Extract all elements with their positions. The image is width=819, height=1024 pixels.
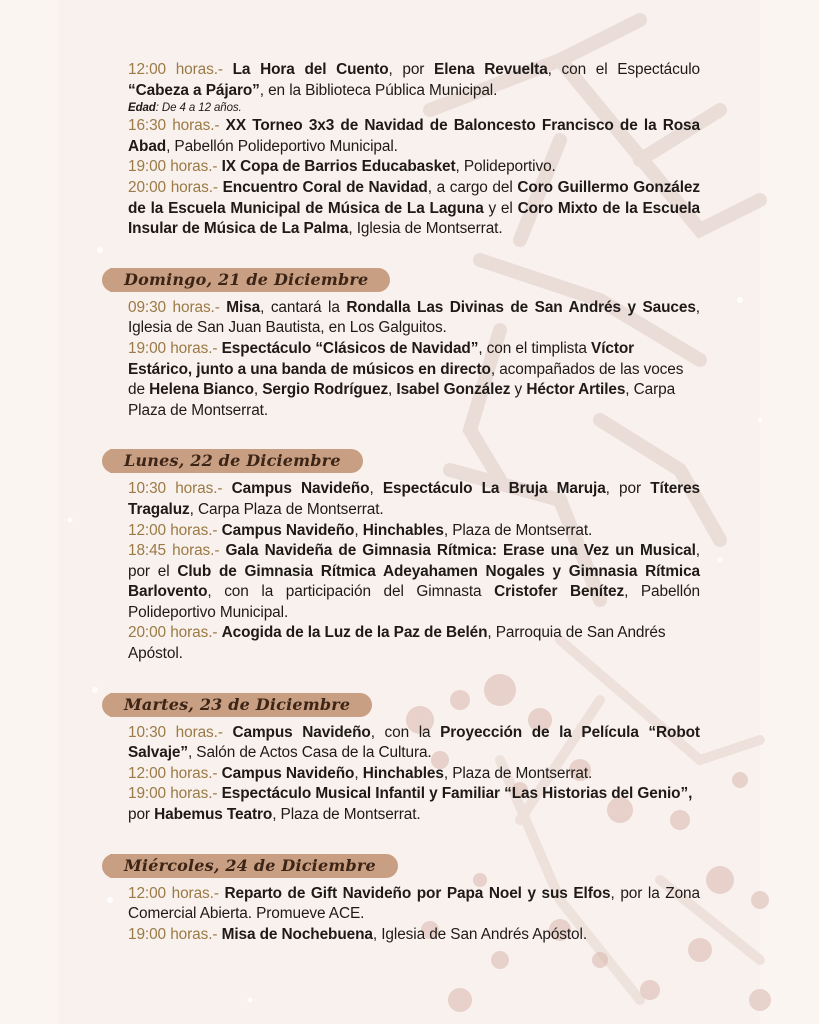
event-highlight: Club de Gimnasia Rítmica Adeyahamen Nogales y Gimnasia Rítmica Barlovento [128,562,700,601]
event-highlight: Campus Navideño [231,480,370,498]
event-time: 10:30 horas.- [128,723,223,741]
event-highlight: Héctor Artiles [526,381,626,399]
event-text: , Plaza de Montserrat. [443,764,593,782]
event-highlight: Campus Navideño [221,521,355,539]
event-time: 20:00 horas.- [128,624,218,642]
event-text: , [354,764,363,782]
event-highlight: La Hora del Cuento [232,61,389,78]
event-time: 19:00 horas.- [128,339,218,357]
event-highlight: Hinchables [362,764,444,782]
program-content [124,60,700,945]
event-entry [128,298,700,339]
event-entry [128,479,700,520]
event-time: 12:00 horas.- [128,61,223,78]
day-header: Domingo, 21 de Diciembre [110,268,390,292]
event-time: 19:00 horas.- [128,785,218,803]
event-text: , Iglesia de San Juan Bautista, en Los Galguitos. [128,298,700,337]
event-text: , Iglesia de San Andrés Apóstol. [372,925,588,943]
intro-section [128,60,700,240]
event-entry [128,157,700,178]
event-text: , Iglesia de Montserrat. [348,220,503,238]
event-text: , Plaza de Montserrat. [443,521,593,539]
event-time: 16:30 horas.- [128,117,220,135]
event-time: 19:00 horas.- [128,925,218,943]
day-section [124,854,700,946]
event-text [223,61,233,78]
event-entry [128,178,700,240]
event-entry [128,623,700,664]
event-highlight: Proyección de la Película “Robot Salvaje” [128,723,700,762]
event-time: 09:30 horas.- [128,298,220,316]
event-text: , Polideportivo. [455,158,556,176]
event-entry [128,723,700,764]
event-text: , a cargo del [427,178,518,196]
event-highlight: Misa [226,298,261,316]
event-highlight: Rondalla Las Divinas de San Andrés y Sauces [346,298,696,316]
age-text: : De 4 a 12 años. [155,102,242,115]
day-section [124,268,700,422]
event-time: 20:00 horas.- [128,178,218,196]
event-highlight: Coro Mixto de la Escuela Insular de Música de La Palma [128,199,700,238]
day-header: Martes, 23 de Diciembre [110,693,372,717]
day-header: Miércoles, 24 de Diciembre [110,854,398,878]
event-time: 10:30 horas.- [128,480,223,498]
event-text: , [369,480,383,498]
event-entry [128,339,700,421]
event-entry [128,764,700,785]
event-highlight: Gala Navideña de Gimnasia Rítmica: Erase una Vez un Musical [225,542,696,560]
event-text: , Pabellón Polideportivo Municipal. [166,137,398,155]
event-time: 12:00 horas.- [128,884,219,902]
event-text [222,480,231,497]
event-highlight: Espectáculo La Bruja Maruja [382,480,606,498]
event-text: , Salón de Actos Casa de la Cultura. [187,744,432,762]
days-container [124,268,700,946]
event-highlight: Isabel González [396,381,511,399]
event-highlight: Acogida de la Luz de la Paz de Belén [221,624,488,642]
event-text: , en la Biblioteca Pública Municipal. [259,81,498,99]
event-entry [128,521,700,542]
event-text: , cantará la [260,298,347,316]
event-highlight: Campus Navideño [221,764,355,782]
event-text: , Parroquia de San Andrés Apóstol. [128,624,666,663]
event-entry [128,541,700,623]
event-highlight: Espectáculo “Clásicos de Navidad” [221,339,479,357]
event-text: , [388,381,397,399]
event-entry [128,884,700,925]
event-highlight: Hinchables [362,521,444,539]
event-text: , con el timplista [478,339,592,357]
event-text: y [510,381,527,399]
event-time: 19:00 horas.- [128,158,218,176]
event-text [223,724,233,741]
event-text: , por [605,480,651,498]
event-text: y el [483,199,518,217]
event-highlight: Elena Revuelta [434,61,548,78]
age-label: Edad [128,102,156,115]
day-header: Lunes, 22 de Diciembre [110,449,363,473]
event-text: , con la participación del Gimnasta [207,583,495,601]
event-highlight: Sergio Rodríguez [262,381,389,399]
event-time: 12:00 horas.- [128,521,218,539]
event-highlight: Habemus Teatro [154,806,273,824]
event-entry [128,925,700,946]
event-highlight: Víctor Estárico, junto a una banda de músicos en directo [128,339,635,378]
event-text: , Carpa Plaza de Montserrat. [128,381,676,419]
event-time: 18:45 horas.- [128,542,220,560]
event-highlight: Títeres Tragaluz [128,480,700,518]
event-text: , [253,381,263,399]
event-text: , [354,521,363,539]
event-text: , por el [128,542,700,580]
event-highlight: “Cabeza a Pájaro” [128,81,260,99]
event-highlight: Campus Navideño [232,723,371,741]
event-text: , por [388,61,435,78]
event-highlight: Coro Guillermo González de la Escuela Municipal de Música de La Laguna [128,178,700,217]
day-section [124,693,700,826]
event-highlight: Cristofer Benítez [494,583,625,601]
event-text: , Pabellón Polideportivo Municipal. [128,583,700,621]
event-text: por [128,806,155,824]
event-entry [128,116,700,157]
event-text: , con el Espectáculo [547,61,700,78]
age-note [128,101,700,116]
event-text: , con la [370,723,441,741]
event-highlight: Espectáculo Musical Infantil y Familiar “Las Historias del Genio”, [221,785,693,803]
event-entry [128,60,700,101]
event-text: , acompañados de las voces de [128,360,684,399]
event-text: , por la Zona Comercial Abierta. Promueve ACE. [128,884,700,923]
event-text: , Carpa Plaza de Montserrat. [189,500,384,518]
event-entry [128,784,700,825]
event-highlight: Encuentro Coral de Navidad [222,178,428,196]
event-text: , Plaza de Montserrat. [272,806,421,824]
event-highlight: Misa de Nochebuena [221,925,373,943]
event-time: 12:00 horas.- [128,764,218,782]
event-highlight: XX Torneo 3x3 de Navidad de Baloncesto Francisco de la Rosa Abad [128,117,700,155]
day-section [124,449,700,664]
event-highlight: Reparto de Gift Navideño por Papa Noel y sus Elfos [224,884,611,902]
event-highlight: Helena Bianco [149,381,254,399]
event-highlight: IX Copa de Barrios Educabasket [221,158,456,176]
